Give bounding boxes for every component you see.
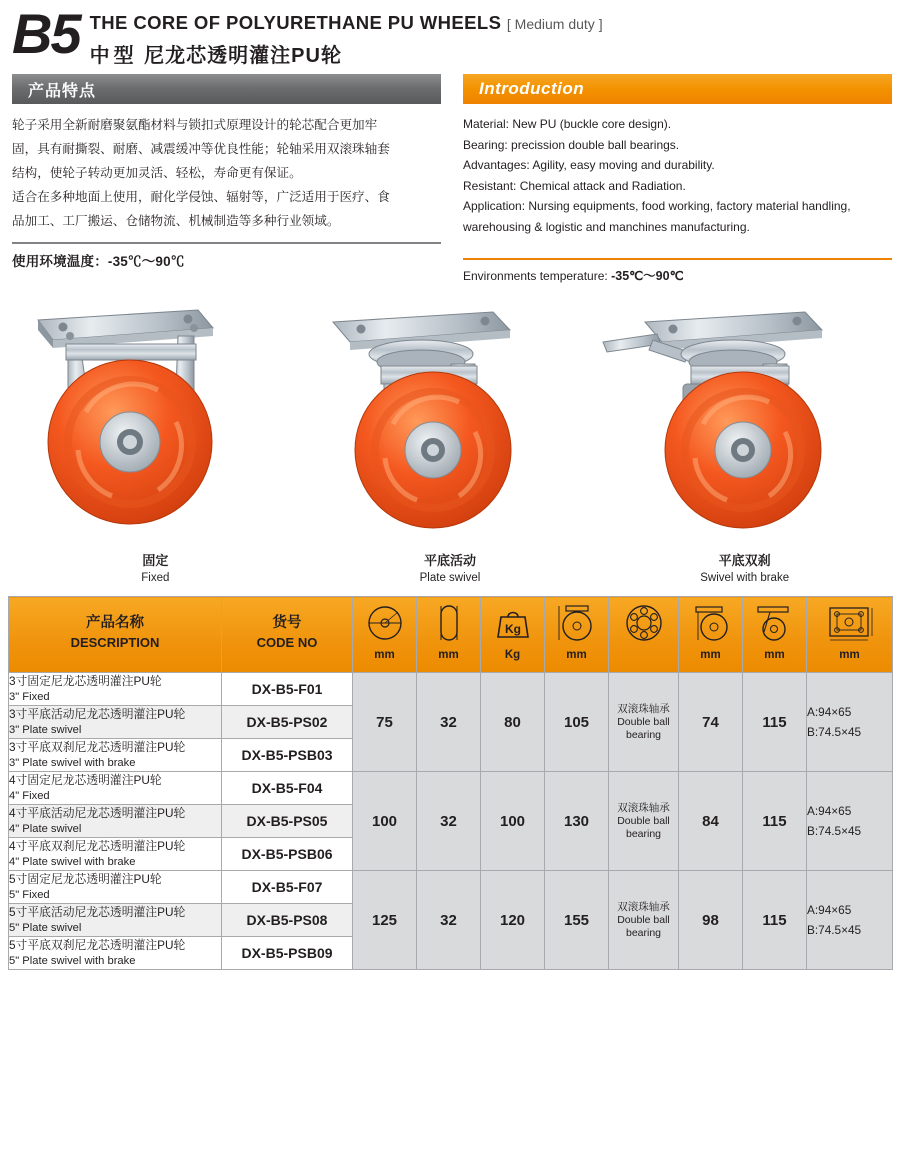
caption-swivel: [303, 550, 598, 584]
row-description-en: 5" Plate swivel: [9, 922, 82, 934]
intro-line-1: Material: New PU (buckle core design).: [463, 117, 672, 131]
temperature-cn-label: 使用环境温度：: [12, 254, 108, 269]
header-duty: [ Medium duty ]: [506, 16, 603, 32]
header-wheel-diameter: [353, 597, 417, 673]
group-wheel-diameter: 75: [353, 673, 417, 772]
row-description-en: 3" Plate swivel with brake: [9, 757, 136, 769]
group-bolt-b: B:74.5×45: [807, 725, 862, 739]
row-description-en: 3" Fixed: [9, 691, 50, 703]
group-bearing-cn: 双滚珠轴承: [617, 702, 670, 715]
group-bearing-en2: bearing: [625, 926, 662, 939]
intro-line-6: warehousing & logistic and manchines manufacturing.: [463, 219, 750, 234]
introduction-bar: Introduction: [463, 74, 892, 104]
unit-plate-size: mm: [764, 649, 785, 661]
row-description: [9, 706, 222, 739]
group-total-height: 130: [545, 772, 609, 871]
row-description-cn: 4寸平底双刹尼龙芯透明灌注PU轮: [9, 839, 186, 853]
row-code: DX-B5-PSB03: [222, 739, 353, 772]
caption-fixed: [8, 550, 303, 584]
group-bearing-en1: Double ball: [617, 814, 670, 827]
header-title-en: [90, 12, 603, 34]
plate-size-icon: [743, 597, 806, 649]
table-row: [9, 772, 893, 805]
header-bolt-pattern: [807, 597, 893, 673]
group-bolt-pattern: [807, 772, 893, 871]
model-logo: B5: [12, 2, 80, 65]
row-description: [9, 838, 222, 871]
group-bearing-cn: 双滚珠轴承: [617, 900, 670, 913]
header-wheel-width: [417, 597, 481, 673]
group-bolt-a: A:94×65: [807, 705, 852, 719]
header-code-cn: 货号: [272, 615, 302, 631]
group-bearing-en1: Double ball: [617, 913, 670, 926]
unit-bearing: [609, 649, 678, 653]
group-load: 80: [481, 673, 545, 772]
group-swivel-radius: 84: [679, 772, 743, 871]
row-description-cn: 5寸平底活动尼龙芯透明灌注PU轮: [9, 905, 186, 919]
header-description-cn: 产品名称: [86, 615, 144, 631]
intro-columns: [8, 74, 892, 284]
row-description: [9, 937, 222, 970]
group-swivel-radius: 74: [679, 673, 743, 772]
caption-brake-cn: 平底双刹: [718, 553, 771, 568]
group-wheel-diameter: 125: [353, 871, 417, 970]
row-description: [9, 772, 222, 805]
temperature-en-value: -35℃～90℃: [611, 269, 684, 283]
temperature-block-en: [463, 258, 892, 284]
group-wheel-width: 32: [417, 673, 481, 772]
group-plate-size: 115: [743, 673, 807, 772]
group-bearing-en1: Double ball: [617, 715, 670, 728]
unit-total-height: mm: [566, 649, 587, 661]
product-swivel: [303, 300, 598, 590]
row-code: DX-B5-PS05: [222, 805, 353, 838]
unit-swivel-radius: mm: [700, 649, 721, 661]
header-title-en-text: THE CORE OF POLYURETHANE PU WHEELS: [89, 12, 502, 33]
group-plate-size: 115: [743, 871, 807, 970]
row-description-cn: 5寸固定尼龙芯透明灌注PU轮: [9, 872, 162, 886]
caster-swivel-illustration: [303, 300, 603, 540]
temperature-cn: [12, 244, 441, 270]
features-text: [12, 104, 441, 232]
caption-fixed-en: Fixed: [141, 572, 170, 584]
row-description-en: 5" Fixed: [9, 889, 50, 901]
group-load: 100: [481, 772, 545, 871]
group-plate-size: 115: [743, 772, 807, 871]
product-fixed: [8, 300, 303, 590]
row-description: [9, 673, 222, 706]
temperature-cn-value: -35℃～90℃: [107, 254, 185, 269]
row-code: DX-B5-PS02: [222, 706, 353, 739]
product-brake: [597, 300, 892, 590]
row-description: [9, 871, 222, 904]
header-plate-size: [743, 597, 807, 673]
group-bolt-a: A:94×65: [807, 804, 852, 818]
caster-fixed-illustration: [8, 300, 308, 540]
caster-brake-illustration: [597, 300, 897, 540]
group-bolt-b: B:74.5×45: [807, 824, 862, 838]
row-description: [9, 805, 222, 838]
group-total-height: 155: [545, 871, 609, 970]
group-bearing: [609, 772, 679, 871]
caption-fixed-cn: 固定: [142, 553, 169, 568]
group-load: 120: [481, 871, 545, 970]
row-description-en: 4" Fixed: [9, 790, 50, 802]
intro-line-3: Advantages: Agility, easy moving and durability.: [463, 158, 715, 172]
header-titles: [90, 8, 603, 68]
page-header: [8, 0, 892, 74]
header-title-cn: [90, 39, 603, 68]
group-bolt-pattern: [807, 871, 893, 970]
group-bolt-pattern: [807, 673, 893, 772]
group-wheel-diameter: 100: [353, 772, 417, 871]
group-bearing: [609, 871, 679, 970]
header-swivel-radius: [679, 597, 743, 673]
intro-line-4: Resistant: Chemical attack and Radiation.: [463, 178, 686, 193]
features-column: [12, 74, 441, 284]
bearing-icon: [609, 597, 678, 649]
group-wheel-width: 32: [417, 871, 481, 970]
unit-wheel-width: mm: [438, 649, 459, 661]
header-load: [481, 597, 545, 673]
features-bar: 产品特点: [12, 74, 441, 104]
row-description: [9, 739, 222, 772]
group-wheel-width: 32: [417, 772, 481, 871]
table-row: [9, 673, 893, 706]
specification-table: [8, 596, 893, 970]
wheel-diameter-icon: [353, 597, 416, 649]
row-code: DX-B5-PSB06: [222, 838, 353, 871]
intro-line-5: Application: Nursing equipments, food working, factory material handling,: [463, 199, 851, 213]
table-row: [9, 871, 893, 904]
total-height-icon: [545, 597, 608, 649]
group-bearing-en2: bearing: [625, 728, 662, 741]
group-swivel-radius: 98: [679, 871, 743, 970]
header-title-cn-1: 中型: [89, 45, 138, 67]
row-code: DX-B5-PSB09: [222, 937, 353, 970]
temperature-en: [463, 260, 892, 284]
unit-wheel-diameter: mm: [374, 649, 395, 661]
temperature-block-cn: [12, 242, 441, 270]
row-description-en: 4" Plate swivel with brake: [9, 856, 136, 868]
row-description-cn: 3寸固定尼龙芯透明灌注PU轮: [9, 674, 162, 688]
row-code: DX-B5-F04: [222, 772, 353, 805]
row-description: [9, 904, 222, 937]
row-description-en: 5" Plate swivel with brake: [9, 955, 136, 967]
unit-bolt-pattern: mm: [839, 649, 860, 661]
row-code: DX-B5-PS08: [222, 904, 353, 937]
header-code: [222, 597, 353, 673]
row-code: DX-B5-F07: [222, 871, 353, 904]
features-line-5: 品加工、工厂搬运、仓储物流、机械制造等多种行业领域。: [12, 214, 340, 228]
features-line-2: 固，具有耐撕裂、耐磨、减震缓冲等优良性能；轮轴采用双滚珠轴套: [12, 142, 390, 156]
introduction-column: [463, 74, 892, 284]
swivel-radius-icon: [679, 597, 742, 649]
product-images: [8, 300, 892, 590]
load-capacity-icon: [481, 597, 544, 649]
header-description-en: DESCRIPTION: [70, 635, 160, 650]
header-total-height: [545, 597, 609, 673]
group-bearing: [609, 673, 679, 772]
row-description-cn: 5寸平底双刹尼龙芯透明灌注PU轮: [9, 938, 186, 952]
row-description-en: 4" Plate swivel: [9, 823, 82, 835]
caption-brake: [597, 550, 892, 584]
header-title-cn-2: 尼龙芯透明灌注PU轮: [144, 45, 342, 67]
group-bearing-en2: bearing: [625, 827, 662, 840]
group-bearing-cn: 双滚珠轴承: [617, 801, 670, 814]
row-description-en: 3" Plate swivel: [9, 724, 82, 736]
row-description-cn: 3寸平底双刹尼龙芯透明灌注PU轮: [9, 740, 186, 754]
header-code-en: CODE NO: [256, 635, 318, 650]
group-bolt-a: A:94×65: [807, 903, 852, 917]
svg-text:Kg: Kg: [504, 622, 521, 636]
row-code: DX-B5-F01: [222, 673, 353, 706]
header-bearing: [609, 597, 679, 673]
row-description-cn: 4寸固定尼龙芯透明灌注PU轮: [9, 773, 162, 787]
wheel-width-icon: [417, 597, 480, 649]
bolt-pattern-icon: [807, 597, 892, 649]
features-line-4: 适合在多种地面上使用，耐化学侵蚀、辐射等，广泛适用于医疗、食: [12, 190, 390, 204]
features-line-1: 轮子采用全新耐磨聚氨酯材料与锁扣式原理设计的轮芯配合更加牢: [12, 118, 378, 132]
table-header-row: [9, 597, 893, 673]
intro-line-2: Bearing: precission double ball bearings.: [463, 137, 680, 152]
caption-swivel-cn: 平底活动: [424, 553, 477, 568]
caption-brake-en: Swivel with brake: [700, 572, 790, 584]
unit-load: Kg: [504, 649, 521, 661]
features-line-3: 结构，使轮子转动更加灵活、轻松，寿命更有保证。: [12, 166, 302, 180]
group-total-height: 105: [545, 673, 609, 772]
temperature-en-label: Environments temperature:: [463, 269, 612, 283]
introduction-text: [463, 104, 892, 237]
row-description-cn: 3寸平底活动尼龙芯透明灌注PU轮: [9, 707, 186, 721]
row-description-cn: 4寸平底活动尼龙芯透明灌注PU轮: [9, 806, 186, 820]
caption-swivel-en: Plate swivel: [419, 572, 481, 584]
group-bolt-b: B:74.5×45: [807, 923, 862, 937]
header-description: [9, 597, 222, 673]
